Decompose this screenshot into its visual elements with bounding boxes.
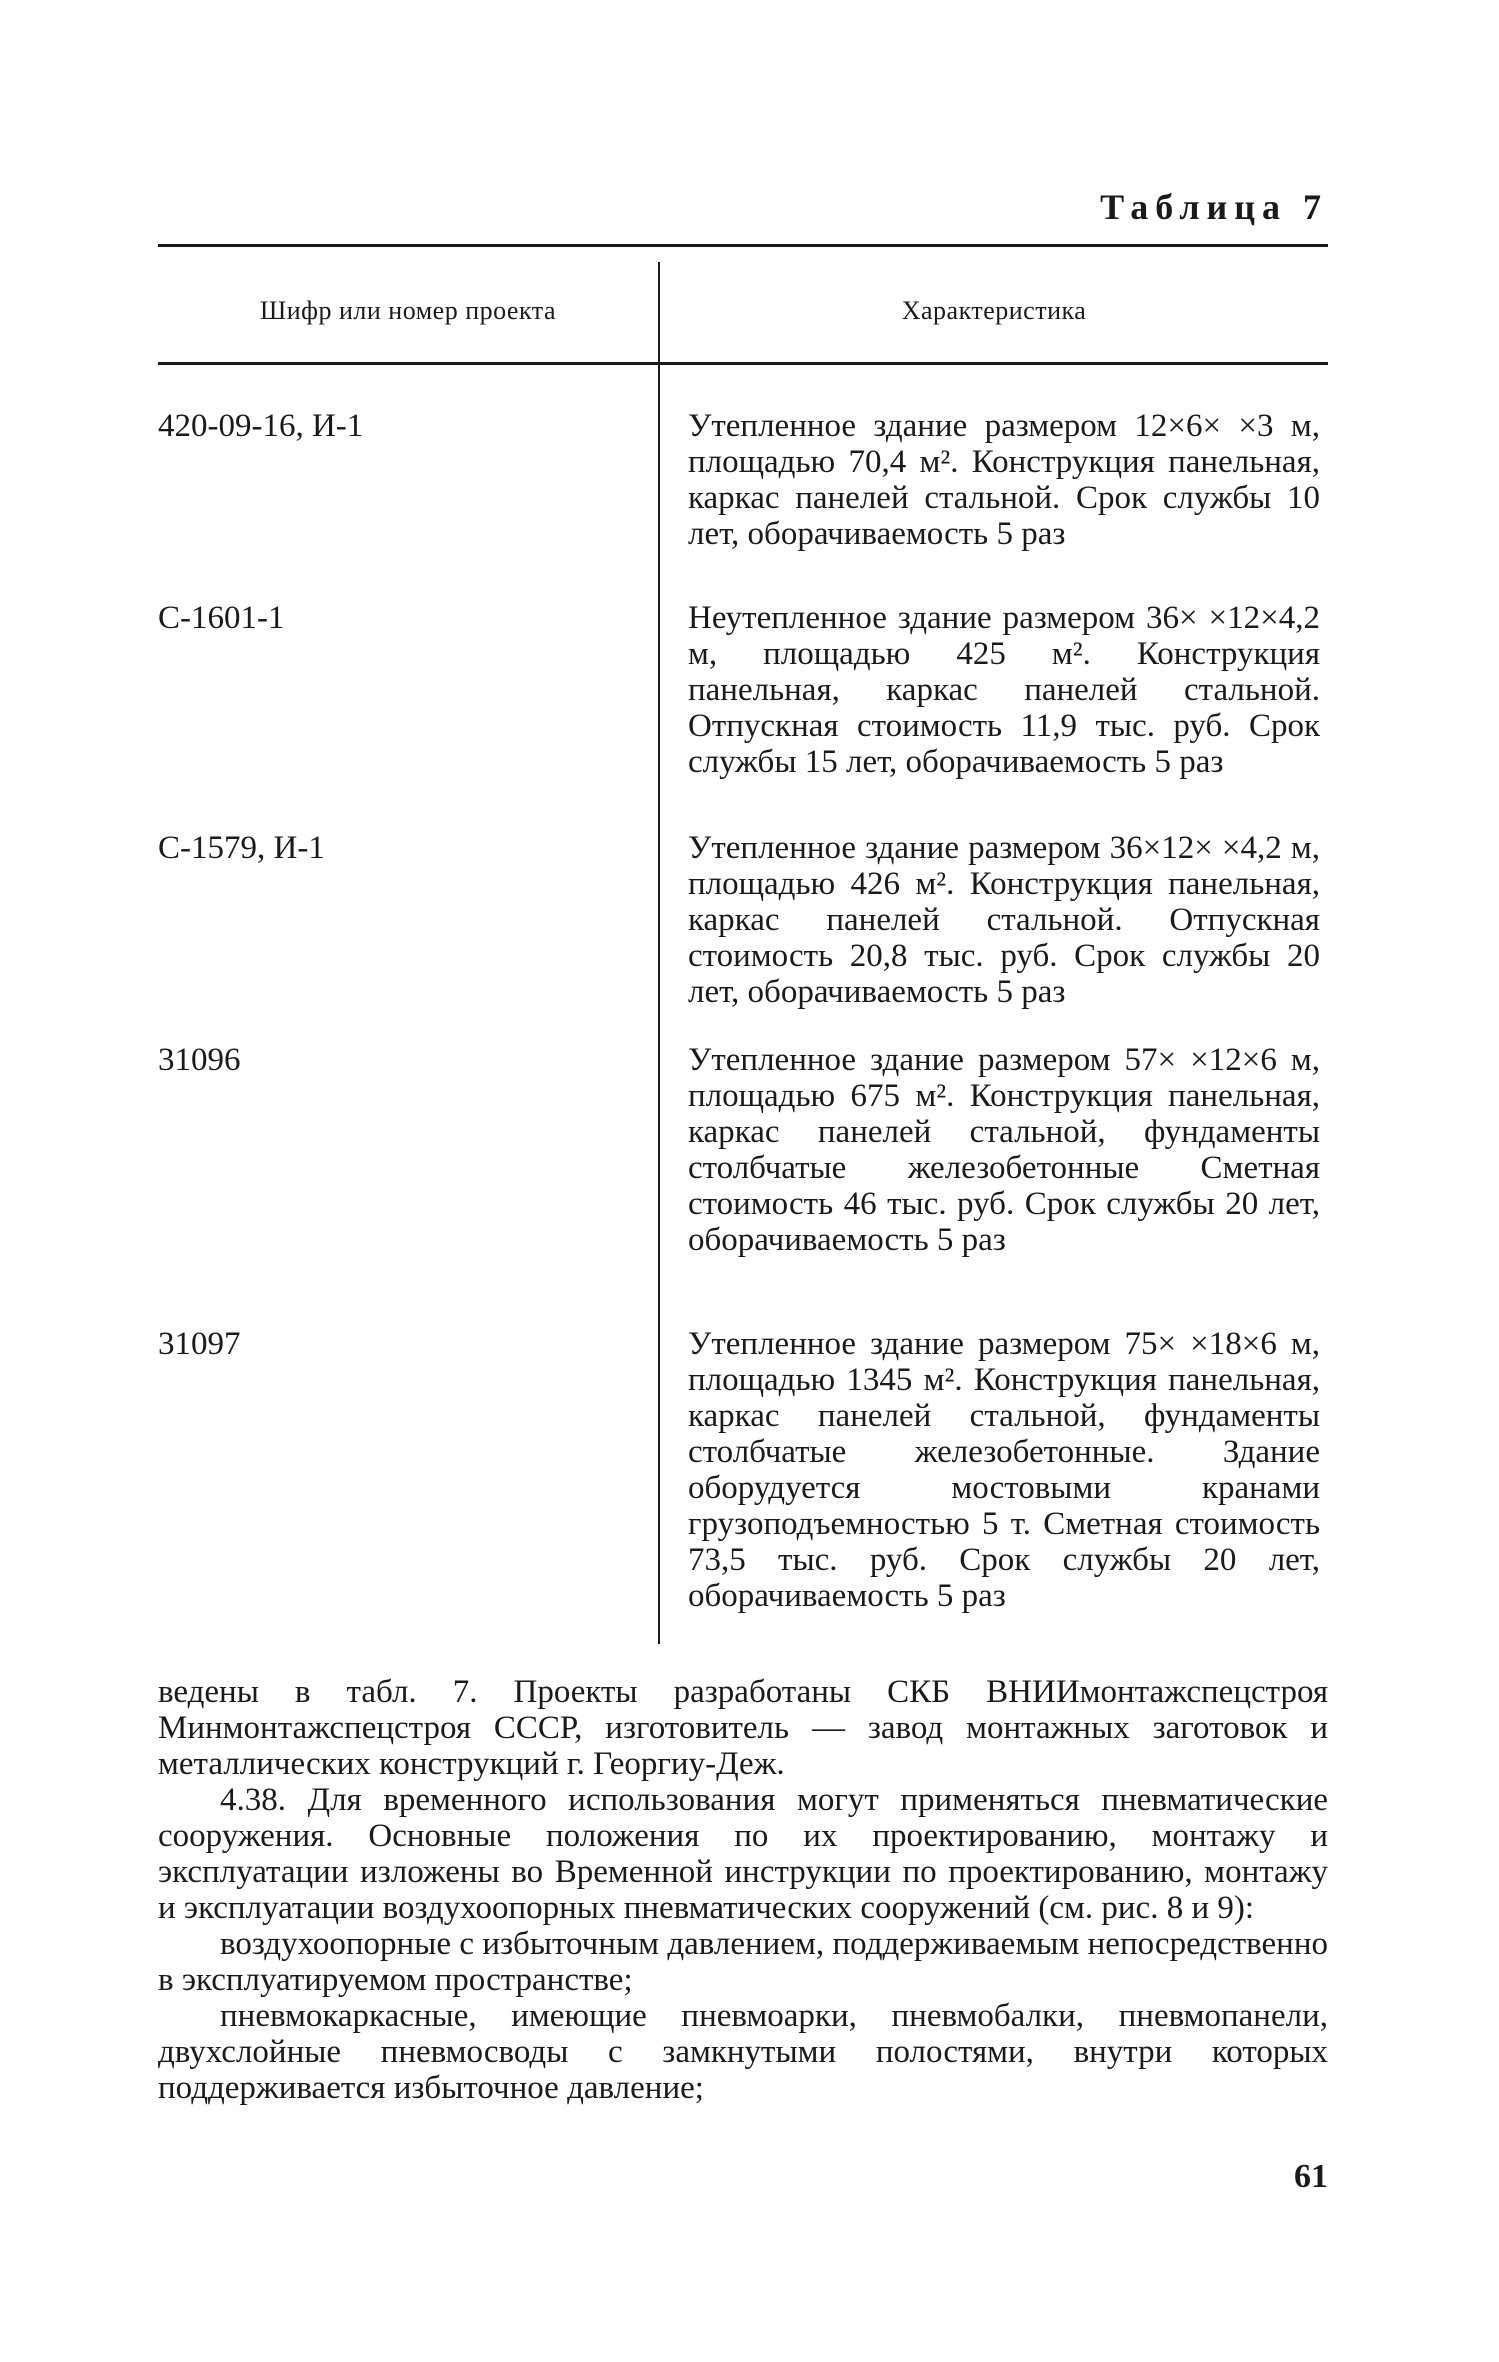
table-header-rule bbox=[158, 362, 1328, 365]
row-description: Утепленное здание размером 12×6× ×3 м, площадью 70,4 м². Конструкция панельная, каркас панелей стальной. Срок службы 10 лет, оборачиваемость 5 раз bbox=[688, 408, 1320, 552]
paragraph: 4.38. Для временного использования могут применяться пневматические сооружения. Основные положения по их проектированию, монтажу и эксплуатации изложены во Временной инструкции по проектированию, монтажу и эксплуатации воздухоопорных пневматических сооружений (см. рис. 8 и 9): bbox=[158, 1782, 1328, 1926]
table-top-rule bbox=[158, 244, 1328, 247]
paragraph: воздухоопорные с избыточным давлением, поддерживаемым непосредственно в эксплуатируемом пространстве; bbox=[158, 1926, 1328, 1998]
row-code: 31096 bbox=[158, 1042, 241, 1078]
paragraph: пневмокаркасные, имеющие пневмоарки, пневмобалки, пневмопанели, двухслойные пневмосводы с замкнутыми полостями, внутри которых поддерживается избыточное давление; bbox=[158, 1998, 1328, 2106]
row-description: Неутепленное здание размером 36× ×12×4,2 м, площадью 425 м². Конструкция панельная, каркас панелей стальной. Отпускная стоимость 11,9 тыс. руб. Срок службы 15 лет, оборачиваемость 5 раз bbox=[688, 600, 1320, 780]
row-description: Утепленное здание размером 75× ×18×6 м, площадью 1345 м². Конструкция панельная, каркас панелей стальной, фундаменты столбчатые железобетонные. Здание оборудуется мостовыми кранами грузоподъемностью 5 т. Сметная стоимость 73,5 тыс. руб. Срок службы 20 лет, оборачиваемость 5 раз bbox=[688, 1326, 1320, 1614]
row-code: 31097 bbox=[158, 1326, 241, 1362]
body-text bbox=[158, 1674, 1328, 2106]
paragraph: ведены в табл. 7. Проекты разработаны СКБ ВНИИмонтажспецстроя Минмонтажспецстроя СССР, изготовитель — завод монтажных заготовок и металлических конструкций г. Георгиу-Деж. bbox=[158, 1674, 1328, 1782]
row-description: Утепленное здание размером 36×12× ×4,2 м, площадью 426 м². Конструкция панельная, каркас панелей стальной. Отпускная стоимость 20,8 тыс. руб. Срок службы 20 лет, оборачиваемость 5 раз bbox=[688, 830, 1320, 1010]
column-header-code: Шифр или номер проекта bbox=[260, 296, 556, 325]
column-header-description: Характеристика bbox=[901, 296, 1087, 325]
row-code: С-1579, И-1 bbox=[158, 830, 325, 866]
row-code: С-1601-1 bbox=[158, 600, 285, 636]
row-description: Утепленное здание размером 57× ×12×6 м, площадью 675 м². Конструкция панельная, каркас панелей стальной, фундаменты столбчатые железобетонные Сметная стоимость 46 тыс. руб. Срок службы 20 лет, оборачиваемость 5 раз bbox=[688, 1042, 1320, 1258]
row-code: 420-09-16, И-1 bbox=[158, 408, 364, 444]
column-divider bbox=[658, 262, 660, 1644]
page-number: 61 bbox=[1294, 2158, 1328, 2195]
table-title: Таблица 7 bbox=[1100, 187, 1328, 227]
